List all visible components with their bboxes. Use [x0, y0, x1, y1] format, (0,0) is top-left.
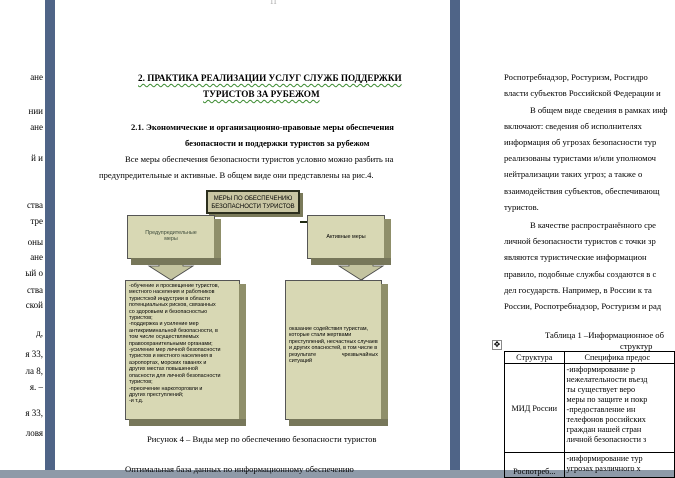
left-text-fragment: ане: [30, 122, 43, 132]
right-page: [460, 0, 675, 476]
list-item: потенциальных рисков, связанных: [129, 302, 216, 309]
list-item: туристов и местного населения в: [129, 353, 213, 360]
list-item: -предоставление ин: [566, 405, 636, 414]
list-item: -обучение и просвещение туристов,: [129, 283, 220, 289]
left-text-fragment: й и: [31, 153, 43, 163]
diagram-title-line1: МЕРЫ ПО ОБЕСПЕЧЕНИЮ: [213, 196, 293, 202]
list-item: со здоровьем и безопасностью: [129, 308, 208, 315]
page-gutter: [45, 0, 55, 470]
left-text-fragment: ый о: [25, 268, 43, 278]
right-text-line: нейтрализации таких угроз; а также о: [504, 169, 643, 179]
list-item: антикриминальной безопасности, в: [129, 327, 218, 334]
list-item: том числе осуществляемых: [129, 334, 199, 341]
list-item: меры по защите и покр: [566, 395, 648, 404]
right-text-line: России, Роспотребнадзор, Ростуризм и рад: [504, 301, 662, 311]
right-text-line: реализованы туристами и/или уполномоч: [504, 153, 656, 163]
active-measures-box: [307, 215, 385, 259]
right-text-line: взаимодействия субъектов, обеспечивающ: [504, 186, 660, 196]
right-text-line: информация об угрозах безопасности тур: [504, 137, 657, 147]
left-text-fragment: д,: [36, 328, 43, 338]
left-text-fragment: тре: [30, 216, 43, 226]
right-text-line: являются туристические информацион: [504, 252, 647, 262]
left-text-fragment: ане: [30, 72, 43, 82]
paragraph-partial: Оптимальная база данных по информационному обеспечению: [125, 464, 354, 474]
preventive-label-line1: Предупредительные: [145, 230, 197, 236]
right-text-line: правило, подобные службы создаются в с: [504, 269, 657, 279]
left-text-fragment: ства: [26, 200, 43, 210]
right-text-line: дел государств. Например, в России к та: [504, 285, 652, 295]
list-item: оказание содействия туристам,: [289, 326, 369, 332]
list-item: -поддержка и усиление мер: [129, 321, 199, 328]
right-text-line: туристов.: [504, 202, 539, 212]
right-text-line: включают: сведения об исполнителях: [504, 121, 642, 131]
table-cell-desc: [564, 364, 674, 453]
left-text-fragment: ловя: [25, 428, 43, 438]
list-item: нежелательности въезд: [566, 375, 648, 384]
list-item: -усиление мер личной безопасности: [129, 347, 221, 354]
list-item: личной безопасности з: [566, 435, 647, 444]
left-text-fragment: ане: [30, 252, 43, 262]
left-text-fragment: оны: [27, 237, 43, 247]
list-item: результате чрезвычайных ситуаций: [289, 351, 378, 365]
left-text-fragment: я. –: [29, 382, 43, 392]
table-cell-desc: [564, 453, 674, 478]
table-row: [505, 453, 675, 478]
table-title-line2: структур: [620, 341, 653, 351]
table-move-handle-icon[interactable]: ✥: [493, 340, 501, 349]
list-item: туристов;: [129, 379, 153, 386]
table-title-line1: Таблица 1 –Информационное об: [545, 330, 664, 340]
list-item: -информирование р: [566, 365, 636, 374]
list-item: -информирование тур: [566, 454, 643, 463]
table-header-specifics: Специфика предос: [564, 352, 674, 364]
list-item: опасности для личной безопасности: [129, 372, 221, 379]
left-text-fragment: ла 8,: [25, 366, 43, 376]
list-item: туристов;: [129, 315, 153, 322]
chapter-heading-line2: ТУРИСТОВ ЗА РУБЕЖОМ: [203, 89, 320, 99]
preventive-label-line2: меры: [164, 236, 178, 243]
center-page: [55, 0, 450, 474]
active-list-box: [285, 280, 382, 420]
list-item: граждан нашей стран: [566, 425, 642, 434]
list-item: и других опасностей, в том числе в: [289, 345, 378, 352]
figure-caption: Рисунок 4 – Виды мер по обеспечению безопасности туристов: [147, 434, 377, 444]
right-text-line: личной безопасности туристов с точки зр: [504, 236, 656, 246]
list-item: преступлений, несчастных случаев: [289, 338, 378, 345]
preventive-measures-box: [127, 215, 215, 259]
page-number: 11: [270, 0, 277, 6]
info-table: [504, 351, 675, 478]
list-item: которые стали жертвами: [289, 332, 352, 339]
paragraph-line1: Все меры обеспечения безопасности туристов условно можно разбить на: [125, 154, 394, 164]
list-item: местного населения и работников: [129, 289, 215, 296]
list-item: телефонов российских: [566, 415, 646, 424]
table-cell-org: Роспотреб...: [505, 453, 565, 478]
table-cell-org: МИД России: [505, 364, 565, 453]
table-header-structure: Структура: [505, 352, 565, 364]
list-item: правоохранительными органами;: [129, 340, 213, 347]
chapter-heading-line1: 2. ПРАКТИКА РЕАЛИЗАЦИИ УСЛУГ СЛУЖБ ПОДДЕРЖКИ: [138, 73, 402, 83]
right-text-line: Роспотребнадзор, Ростуризм, Росгидро: [504, 72, 648, 82]
left-text-fragment: нии: [28, 106, 43, 116]
preventive-list: [129, 283, 236, 405]
list-item: аэропортах, морских гаванях и: [129, 359, 207, 366]
section-heading-line2: безопасности и поддержки туристов за рубежом: [185, 138, 370, 148]
list-item: -и т.д.: [129, 398, 144, 405]
list-item: других преступлений;: [129, 391, 184, 398]
table-row: [505, 364, 675, 453]
list-item: угрозах различного х: [566, 464, 641, 473]
diagram-title-line2: БЕЗОПАСНОСТИ ТУРИСТОВ: [211, 204, 295, 210]
preventive-list-box: [125, 280, 240, 420]
list-item: -пресечение наркоторговли и: [129, 385, 203, 392]
section-heading-line1: 2.1. Экономические и организационно-правовые меры обеспечения: [131, 122, 394, 132]
paragraph-line2: предупредительные и активные. В общем виде они представлены на рис.4.: [99, 170, 374, 180]
active-label: Активные меры: [326, 234, 366, 240]
page-gutter: [450, 0, 460, 470]
right-text-line: В качестве распространённого сре: [530, 220, 656, 230]
active-list: [289, 326, 378, 364]
left-text-fragment: я 33,: [25, 408, 43, 418]
left-text-fragment: я 33,: [25, 349, 43, 359]
right-text-line: В общем виде сведения в рамках инф: [530, 105, 668, 115]
left-text-fragment: ской: [25, 300, 43, 310]
list-item: туристской индустрии в области: [129, 295, 210, 302]
left-page: [0, 0, 45, 470]
list-item: ты существует веро: [566, 385, 636, 394]
right-text-line: власти субъектов Российской Федерации и: [504, 88, 661, 98]
left-text-fragment: ства: [26, 285, 43, 295]
list-item: других местах повышенной: [129, 366, 198, 373]
